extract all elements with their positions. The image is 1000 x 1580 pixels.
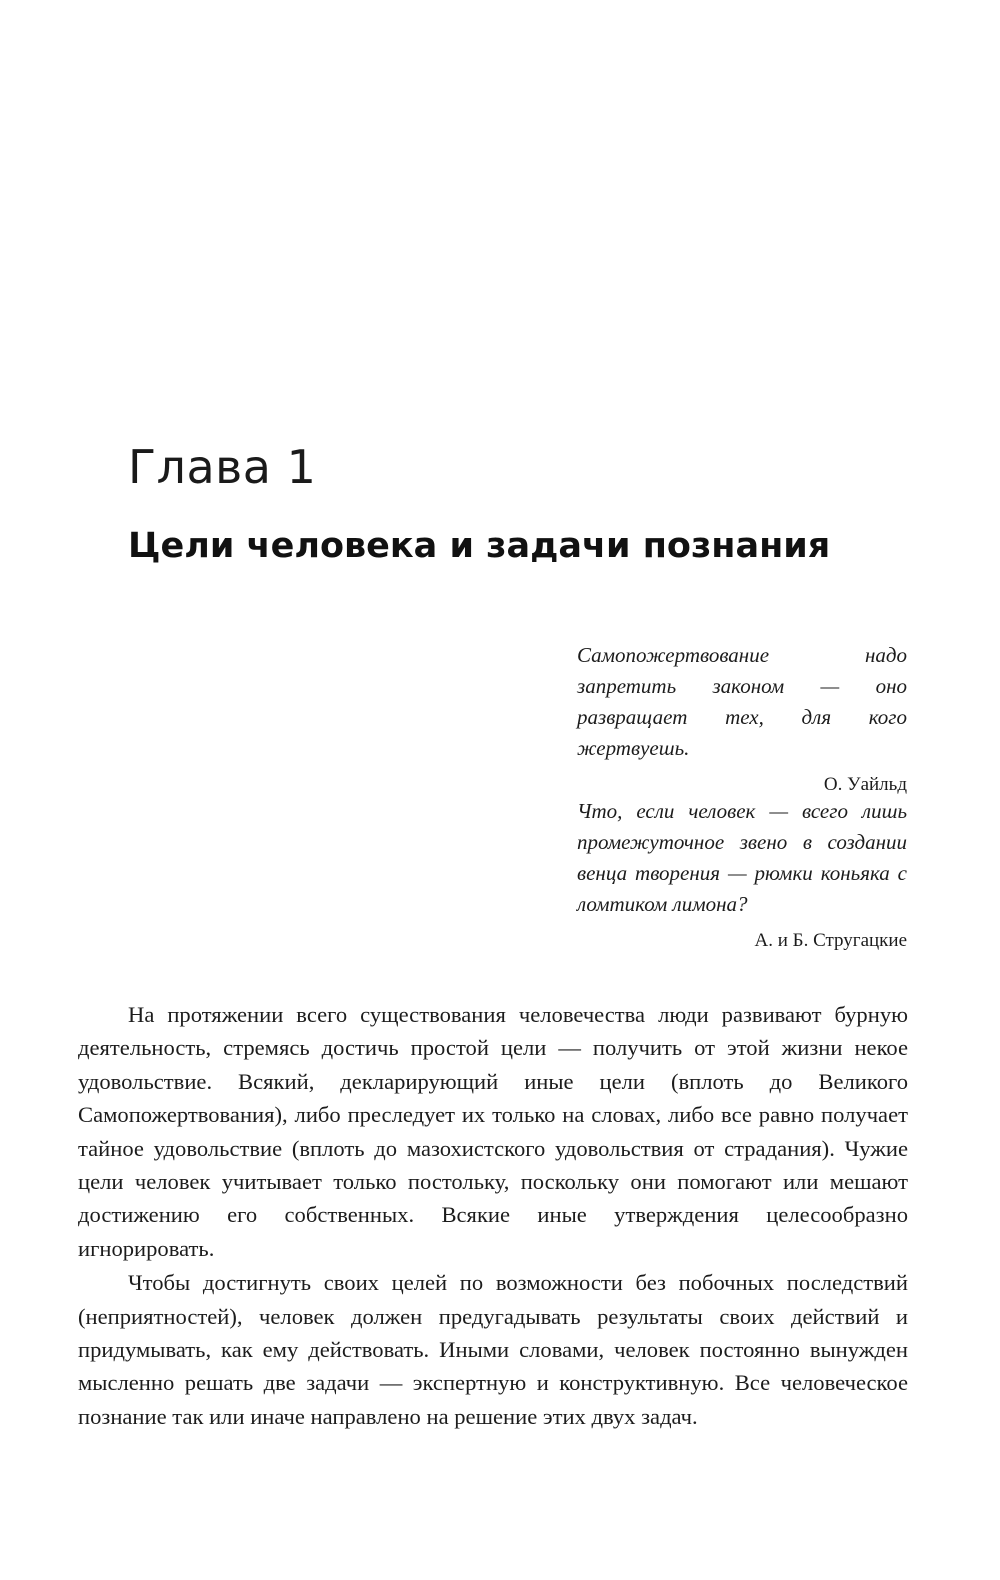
chapter-label: Глава 1 (128, 440, 317, 494)
epigraph-author: А. и Б. Стругацкие (754, 930, 907, 951)
epigraph-quote: Что, если человек — всего лишь промежуточное звено в создании венца творения — рюмки коньяка с ломтиком лимона? (577, 799, 907, 916)
epigraph (577, 640, 907, 800)
paragraph: Чтобы достигнуть своих целей по возможности без побочных последствий (неприятностей), человек должен предугадывать результаты своих действий и придумывать, как ему действовать. Иными словами, человек постоянно вынужден мысленно решать две задачи — экспертную и конструктивную. Все человеческое познание так или иначе направлено на решение этих двух задач. (78, 1270, 908, 1429)
epigraph (577, 796, 907, 956)
chapter-title: Цели человека и задачи познания (128, 526, 831, 566)
body-text (78, 998, 908, 1433)
paragraph: На протяжении всего существования человечества люди развивают бурную деятельность, стремясь достичь простой цели — получить от этой жизни некое удовольствие. Всякий, декларирующий иные цели (вплоть до Великого Самопожертвования), либо преследует их только на словах, либо все равно получает тайное удовольствие (вплоть до мазохистского удовольствия от страдания). Чужие цели человек учитывает только постольку, поскольку они помогают или мешают достижению его собственных. Всякие иные утверждения целесообразно игнорировать. (78, 1002, 908, 1261)
epigraph-quote: Самопожертвование надо запретить законом — оно развращает тех, для кого жертвуешь. (577, 643, 907, 760)
epigraph-author: О. Уайльд (823, 774, 907, 795)
